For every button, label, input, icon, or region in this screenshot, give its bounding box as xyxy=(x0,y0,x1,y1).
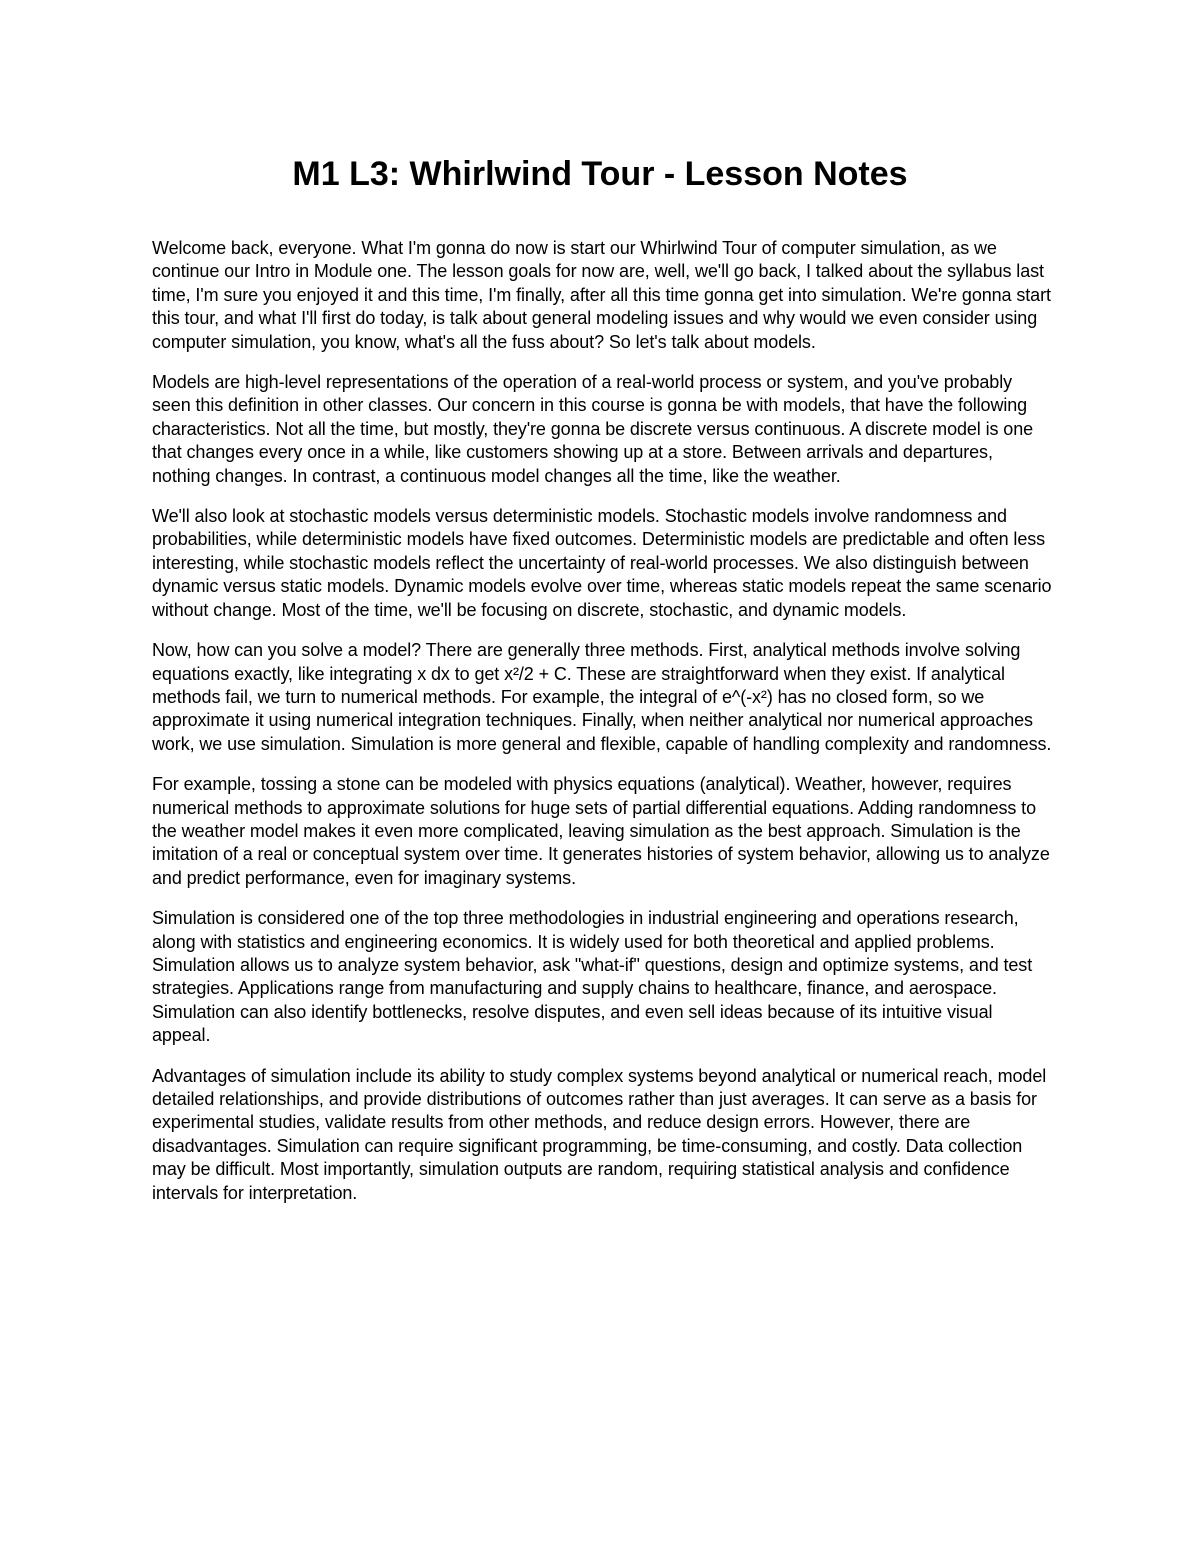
paragraph-model-types: We'll also look at stochastic models versus deterministic models. Stochastic models involve randomness and probabilities, while deterministic models have fixed outcomes. Deterministic models are predictable and often less interesting, while stochastic models reflect the uncertainty of real-world processes. We also distinguish between dynamic versus static models. Dynamic models evolve over time, whereas static models repeat the same scenario without change. Most of the time, we'll be focusing on discrete, stochastic, and dynamic models. xyxy=(152,506,1052,620)
paragraph-examples: For example, tossing a stone can be modeled with physics equations (analytical). Weather, however, requires numerical methods to approximate solutions for huge sets of partial differential equations. Adding randomness to the weather model makes it even more complicated, leaving simulation as the best approach. Simulation is the imitation of a real or conceptual system over time. It generates histories of system behavior, allowing us to analyze and predict performance, even for imaginary systems. xyxy=(152,774,1050,888)
paragraph-advantages: Advantages of simulation include its ability to study complex systems beyond analytical or numerical reach, model detailed relationships, and provide distributions of outcomes rather than just averages. It can serve as a basis for experimental studies, validate results from other methods, and reduce design errors. However, there are disadvantages. Simulation can require significant programming, be time-consuming, and costly. Data collection may be difficult. Most importantly, simulation outputs are random, requiring statistical analysis and confidence intervals for interpretation. xyxy=(152,1065,1047,1203)
paragraph-solution-methods: Now, how can you solve a model? There are generally three methods. First, analytical methods involve solving equations exactly, like integrating x dx to get x²/2 + C. These are straightforward when they exist. If analytical methods fail, we turn to numerical methods. For example, the integral of e^(-x²) has no closed form, so we approximate it using numerical integration techniques. Finally, when neither analytical nor numerical approaches work, we use simulation. Simulation is more general and flexible, capable of handling complexity and randomness. xyxy=(152,640,1052,754)
page-title: M1 L3: Whirlwind Tour - Lesson Notes xyxy=(292,155,908,193)
paragraph-applications: Simulation is considered one of the top three methodologies in industrial engineering and operations research, along with statistics and engineering economics. It is widely used for both theoretical and applied problems. Simulation allows us to analyze system behavior, ask "what-if" questions, design and optimize systems, and test strategies. Applications range from manufacturing and supply chains to healthcare, finance, and aerospace. Simulation can also identify bottlenecks, resolve disputes, and even sell ideas because of its intuitive visual appeal. xyxy=(152,908,1033,1046)
paragraph-models-definition: Models are high-level representations of the operation of a real-world process or system, and you've probably seen this definition in other classes. Our concern in this course is gonna be with models, that have the following characteristics. Not all the time, but mostly, they're gonna be discrete versus continuous. A discrete model is one that changes every once in a while, like customers showing up at a store. Between arrivals and departures, nothing changes. In contrast, a continuous model changes all the time, like the weather. xyxy=(152,372,1034,486)
document-body xyxy=(152,237,1052,1222)
paragraph-intro: Welcome back, everyone. What I'm gonna do now is start our Whirlwind Tour of computer simulation, as we continue our Intro in Module one. The lesson goals for now are, well, we'll go back, I talked about the syllabus last time, I'm sure you enjoyed it and this time, I'm finally, after all this time gonna get into simulation. We're gonna start this tour, and what I'll first do today, is talk about general modeling issues and why would we even consider using computer simulation, you know, what's all the fuss about? So let's talk about models. xyxy=(152,238,1051,352)
